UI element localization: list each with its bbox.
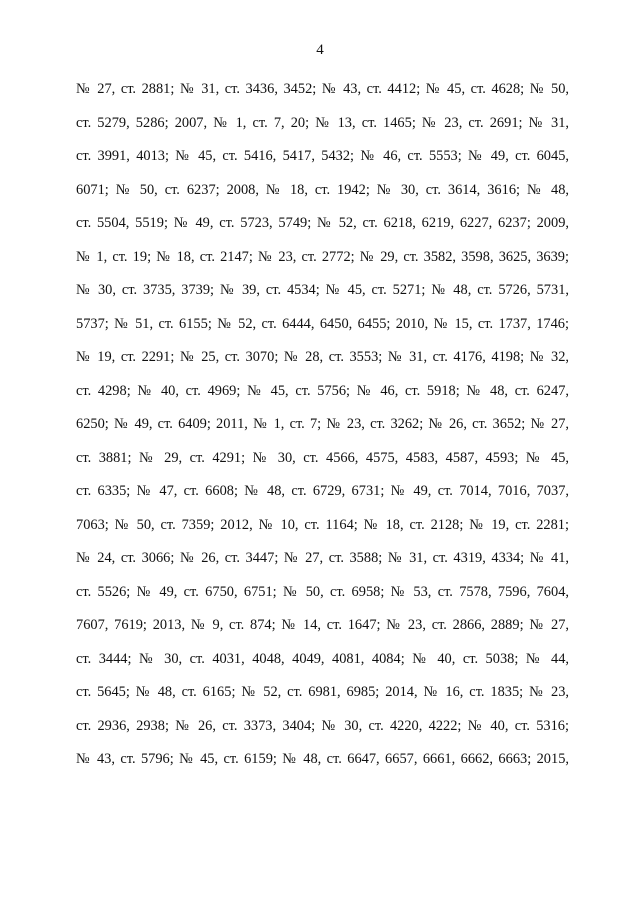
text-line: 7063; № 50, ст. 7359; 2012, № 10, ст. 1164; № 18, ст. 2128; № 19, ст. 2281;: [76, 516, 569, 533]
text-line: № 24, ст. 3066; № 26, ст. 3447; № 27, ст. 3588; № 31, ст. 4319, 4334; № 41,: [76, 550, 569, 566]
page-number: 4: [316, 42, 324, 58]
text-line: ст. 2936, 2938; № 26, ст. 3373, 3404; № 30, ст. 4220, 4222; № 40, ст. 5316;: [76, 717, 569, 734]
text-line: № 1, ст. 19; № 18, ст. 2147; № 23, ст. 2772; № 29, ст. 3582, 3598, 3625, 3639;: [76, 248, 569, 265]
text-line: ст. 5526; № 49, ст. 6750, 6751; № 50, ст. 6958; № 53, ст. 7578, 7596, 7604,: [76, 583, 569, 600]
text-line: 5737; № 51, ст. 6155; № 52, ст. 6444, 6450, 6455; 2010, № 15, ст. 1737, 1746;: [76, 315, 569, 332]
text-line: ст. 5279, 5286; 2007, № 1, ст. 7, 20; № 13, ст. 1465; № 23, ст. 2691; № 31,: [76, 114, 569, 131]
text-line: № 27, ст. 2881; № 31, ст. 3436, 3452; № 43, ст. 4412; № 45, ст. 4628; № 50,: [76, 81, 569, 97]
text-line: 6071; № 50, ст. 6237; 2008, № 18, ст. 1942; № 30, ст. 3614, 3616; № 48,: [76, 181, 569, 198]
text-line: ст. 6335; № 47, ст. 6608; № 48, ст. 6729, 6731; № 49, ст. 7014, 7016, 7037,: [76, 483, 569, 499]
text-line: № 19, ст. 2291; № 25, ст. 3070; № 28, ст. 3553; № 31, ст. 4176, 4198; № 32,: [76, 349, 569, 365]
text-line: ст. 3444; № 30, ст. 4031, 4048, 4049, 4081, 4084; № 40, ст. 5038; № 44,: [76, 650, 569, 667]
text-line: ст. 5504, 5519; № 49, ст. 5723, 5749; № 52, ст. 6218, 6219, 6227, 6237; 2009,: [76, 215, 569, 231]
text-line: 6250; № 49, ст. 6409; 2011, № 1, ст. 7; № 23, ст. 3262; № 26, ст. 3652; № 27,: [76, 416, 569, 432]
text-line: № 30, ст. 3735, 3739; № 39, ст. 4534; № 45, ст. 5271; № 48, ст. 5726, 5731,: [76, 282, 569, 298]
body-text: [76, 78, 569, 782]
text-line: ст. 3881; № 29, ст. 4291; № 30, ст. 4566, 4575, 4583, 4587, 4593; № 45,: [76, 449, 569, 466]
text-line: № 43, ст. 5796; № 45, ст. 6159; № 48, ст. 6647, 6657, 6661, 6662, 6663; 2015,: [76, 751, 569, 767]
text-line: ст. 5645; № 48, ст. 6165; № 52, ст. 6981, 6985; 2014, № 16, ст. 1835; № 23,: [76, 684, 569, 700]
text-line: ст. 4298; № 40, ст. 4969; № 45, ст. 5756; № 46, ст. 5918; № 48, ст. 6247,: [76, 382, 569, 399]
text-line: 7607, 7619; 2013, № 9, ст. 874; № 14, ст. 1647; № 23, ст. 2866, 2889; № 27,: [76, 617, 569, 633]
text-line: ст. 3991, 4013; № 45, ст. 5416, 5417, 5432; № 46, ст. 5553; № 49, ст. 6045,: [76, 148, 569, 164]
